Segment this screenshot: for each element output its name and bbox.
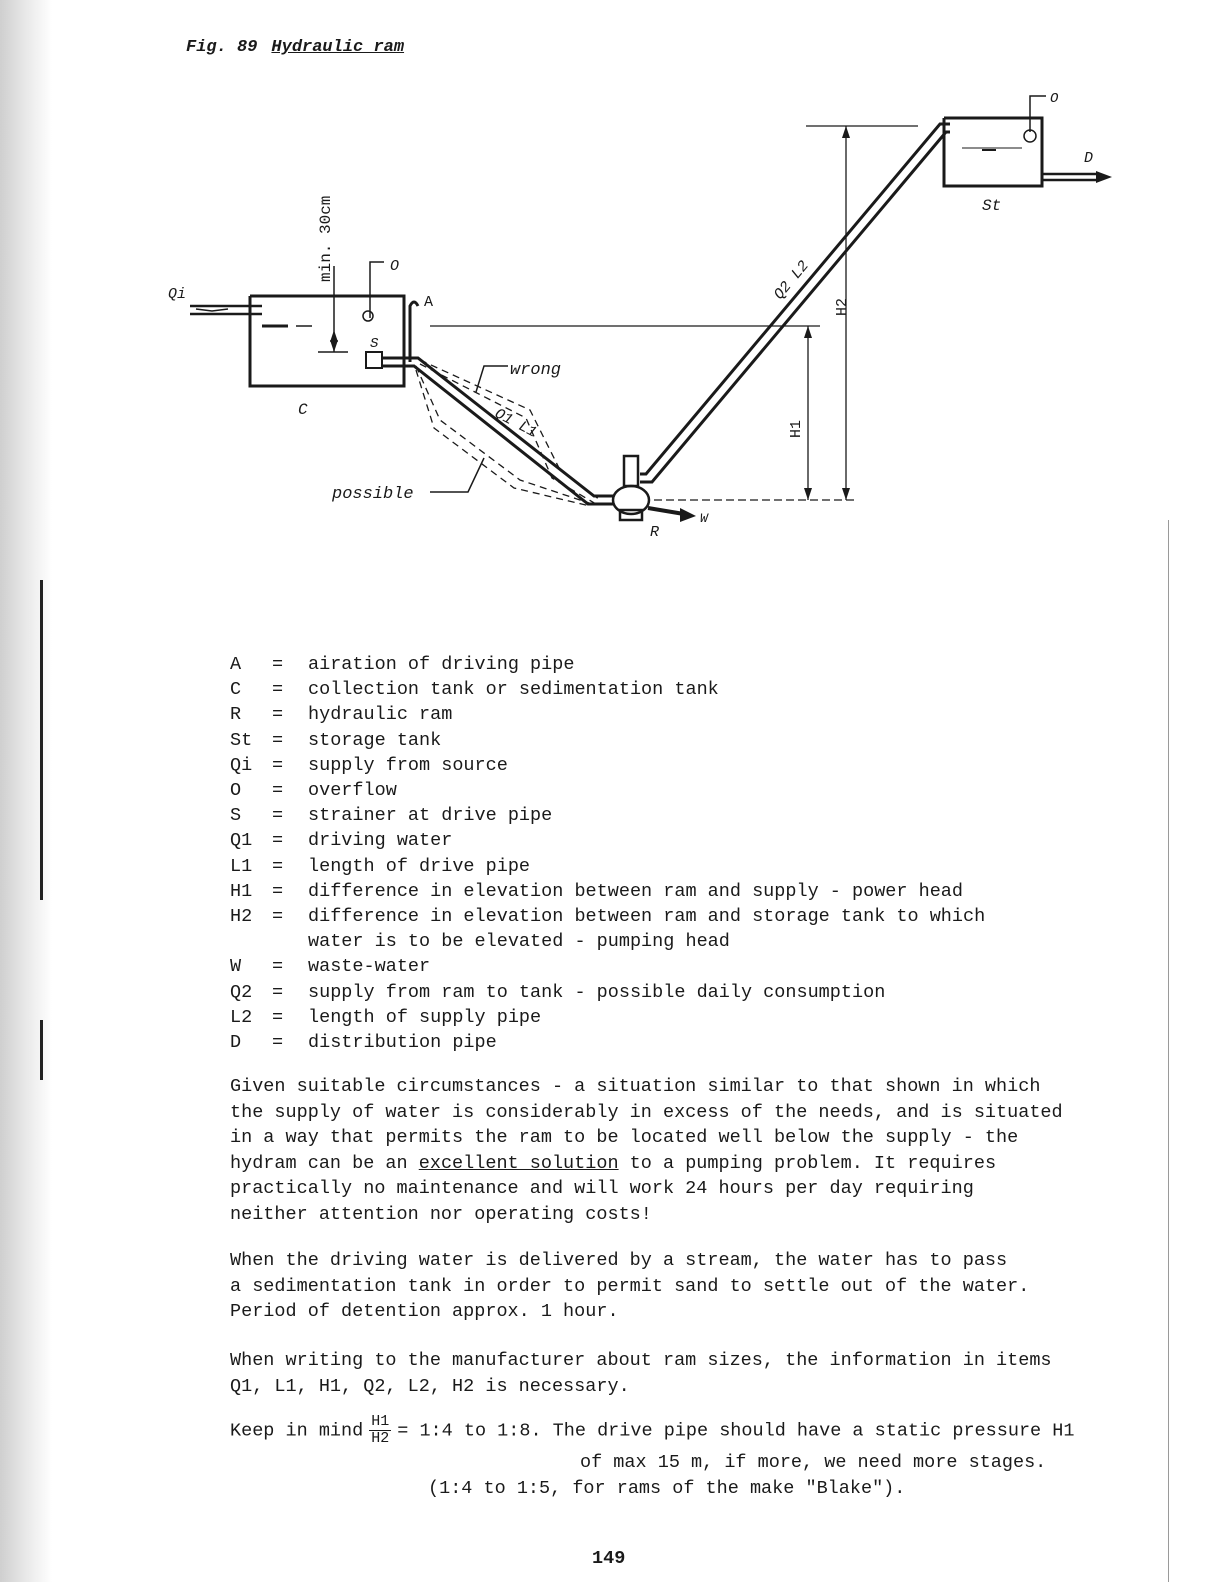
paragraph-line: practically no maintenance and will work 24 hours per day requiring	[230, 1178, 974, 1199]
collection-tank	[250, 296, 404, 386]
legend-row	[230, 1030, 985, 1055]
paragraph-line: Period of detention approx. 1 hour.	[230, 1301, 619, 1322]
aeration-pipe	[410, 302, 418, 362]
legend-row	[230, 929, 985, 954]
legend-eq: =	[272, 880, 284, 902]
label-o-left: O	[390, 258, 400, 275]
label-min-30cm: min. 30cm	[317, 195, 335, 282]
label-s: S	[370, 336, 379, 352]
text-run: hydram can be an	[230, 1152, 419, 1174]
legend-description: length of drive pipe	[308, 855, 531, 877]
ratio-formula	[230, 1414, 1074, 1447]
label-qi: Qi	[168, 286, 187, 303]
legend-eq: =	[272, 679, 284, 701]
legend-row	[230, 778, 985, 803]
legend-eq: =	[272, 1032, 284, 1054]
paragraph-line: a sedimentation tank in order to permit sand to settle out of the water.	[230, 1275, 1030, 1297]
figure-number: Fig. 89	[186, 38, 258, 57]
fraction-numerator: H1	[371, 1413, 390, 1430]
figure-title: Hydraulic ram	[271, 38, 405, 57]
legend-description: storage tank	[308, 729, 442, 751]
legend-eq: =	[272, 654, 284, 675]
possible-pointer	[430, 458, 484, 492]
dimension-arrow-icon	[842, 488, 850, 500]
legend-eq: =	[272, 981, 284, 1003]
distribution-arrow-icon	[1096, 171, 1112, 183]
legend-description: distribution pipe	[308, 1032, 497, 1054]
waste-outlet	[648, 508, 684, 514]
label-wrong: wrong	[510, 361, 562, 380]
overflow-pipe-right	[1030, 96, 1046, 132]
dimension-arrow-icon	[804, 326, 812, 338]
legend-description: water is to be elevated - pumping head	[308, 931, 730, 953]
legend-row	[230, 879, 985, 904]
legend-description: supply from ram to tank - possible daily consumption	[308, 981, 886, 1003]
waste-arrow-icon	[680, 508, 696, 522]
label-h2: H2	[834, 297, 851, 316]
label-d: D	[1084, 150, 1094, 167]
legend-description: difference in elevation between ram and supply - power head	[308, 880, 964, 902]
legend-symbol: R	[230, 704, 242, 726]
legend-eq: =	[272, 1006, 284, 1028]
label-q1-l1: Q1 L1	[491, 405, 540, 442]
storage-tank	[944, 118, 1042, 186]
fraction-denominator: H2	[371, 1430, 390, 1447]
distribution-pipe	[1042, 174, 1096, 180]
legend-symbol: A	[230, 654, 242, 675]
legend-description: supply from source	[308, 754, 508, 776]
legend-row	[230, 753, 985, 778]
legend-description: hydraulic ram	[308, 704, 453, 726]
legend-row	[230, 954, 985, 979]
legend-eq: =	[272, 855, 284, 877]
label-a: A	[424, 294, 434, 311]
legend-description: driving water	[308, 830, 453, 852]
legend-symbol	[230, 929, 272, 954]
strainer-box	[366, 352, 382, 368]
legend-symbol: H2	[230, 906, 253, 928]
label-o-right: O	[1050, 91, 1059, 107]
legend-description: collection tank or sedimentation tank	[308, 679, 719, 701]
legend-eq: =	[272, 780, 284, 802]
legend-row	[230, 828, 985, 853]
text-run: to a pumping problem. It requires	[618, 1152, 997, 1174]
dimension-arrow-icon	[330, 340, 338, 352]
legend-symbol: St	[230, 729, 253, 751]
label-w: W	[700, 511, 708, 526]
legend-row	[230, 803, 985, 828]
legend-row	[230, 854, 985, 879]
label-h1: H1	[788, 419, 805, 438]
legend-eq	[272, 929, 308, 954]
legend-eq: =	[272, 729, 284, 751]
formula-text: = 1:4 to 1:8. The drive pipe should have a static pressure H1	[397, 1420, 1075, 1442]
scan-edge-mark	[40, 580, 43, 900]
overflow-pipe-left	[370, 262, 384, 318]
underlined-phrase: excellent solution	[418, 1152, 619, 1174]
label-c: C	[298, 401, 308, 419]
paragraph-hydram-benefits	[230, 1074, 1063, 1227]
paragraph-line: When writing to the manufacturer about ram sizes, the information in items	[230, 1350, 1052, 1371]
legend-row	[230, 702, 985, 727]
legend-description: strainer at drive pipe	[308, 805, 553, 827]
legend-description: overflow	[308, 780, 397, 802]
page-number: 149	[592, 1548, 626, 1569]
legend-description: difference in elevation between ram and storage tank to which	[308, 906, 986, 928]
formula-note-line: of max 15 m, if more, we need more stages.	[580, 1452, 1047, 1473]
legend-eq: =	[272, 906, 284, 928]
alternate-routes	[416, 360, 600, 506]
legend-symbol: C	[230, 679, 242, 701]
label-st: St	[982, 197, 1002, 215]
overflow-float-icon	[363, 311, 373, 321]
legend-row	[230, 980, 985, 1005]
legend-description: length of supply pipe	[308, 1006, 542, 1028]
paragraph-manufacturer	[230, 1348, 1052, 1399]
legend-symbol: O	[230, 780, 242, 802]
label-q2-l2: Q2 L2	[770, 257, 813, 304]
legend-eq: =	[272, 704, 284, 726]
legend-symbol: W	[230, 956, 242, 978]
scan-edge-mark	[40, 1020, 43, 1080]
hydraulic-ram	[613, 456, 649, 520]
legend-description: airation of driving pipe	[308, 654, 575, 675]
formula-note-line: (1:4 to 1:5, for rams of the make "Blake").	[428, 1478, 906, 1499]
legend-eq: =	[272, 754, 284, 776]
paragraph-line: in a way that permits the ram to be located well below the supply - the	[230, 1127, 1019, 1148]
paragraph-line	[230, 1151, 1063, 1177]
legend-symbol: L1	[230, 855, 253, 877]
paragraph-line: Given suitable circumstances - a situation similar to that shown in which	[230, 1076, 1041, 1097]
legend-symbol: L2	[230, 1006, 253, 1028]
paragraph-line: neither attention nor operating costs!	[230, 1203, 652, 1225]
legend-eq: =	[272, 805, 284, 827]
paragraph-sedimentation	[230, 1248, 1029, 1325]
legend-symbol: Q2	[230, 981, 253, 1003]
legend-row	[230, 904, 985, 929]
legend	[230, 652, 985, 1055]
legend-row	[230, 728, 985, 753]
drive-pipe	[382, 358, 614, 504]
legend-description: waste-water	[308, 956, 431, 978]
legend-symbol: Q1	[230, 830, 253, 852]
formula-prefix: Keep in mind	[230, 1420, 364, 1442]
legend-symbol: H1	[230, 880, 253, 902]
legend-symbol: S	[230, 805, 242, 827]
legend-row	[230, 1005, 985, 1030]
dimension-arrow-icon	[804, 488, 812, 500]
hydraulic-ram-diagram	[0, 0, 1214, 600]
legend-symbol: Qi	[230, 754, 253, 776]
legend-eq: =	[272, 956, 284, 978]
paragraph-line: the supply of water is considerably in excess of the needs, and is situated	[230, 1101, 1063, 1123]
legend-symbol: D	[230, 1032, 242, 1054]
fraction-h1-h2	[369, 1414, 391, 1447]
label-possible: possible	[332, 485, 414, 504]
dimension-arrow-icon	[842, 126, 850, 138]
label-r: R	[650, 524, 660, 541]
paragraph-line: Q1, L1, H1, Q2, L2, H2 is necessary.	[230, 1375, 630, 1397]
page-edge-rule	[1168, 520, 1169, 1582]
paragraph-line: When the driving water is delivered by a stream, the water has to pass	[230, 1250, 1008, 1271]
legend-eq: =	[272, 830, 284, 852]
legend-row	[230, 652, 985, 677]
legend-row	[230, 677, 985, 702]
